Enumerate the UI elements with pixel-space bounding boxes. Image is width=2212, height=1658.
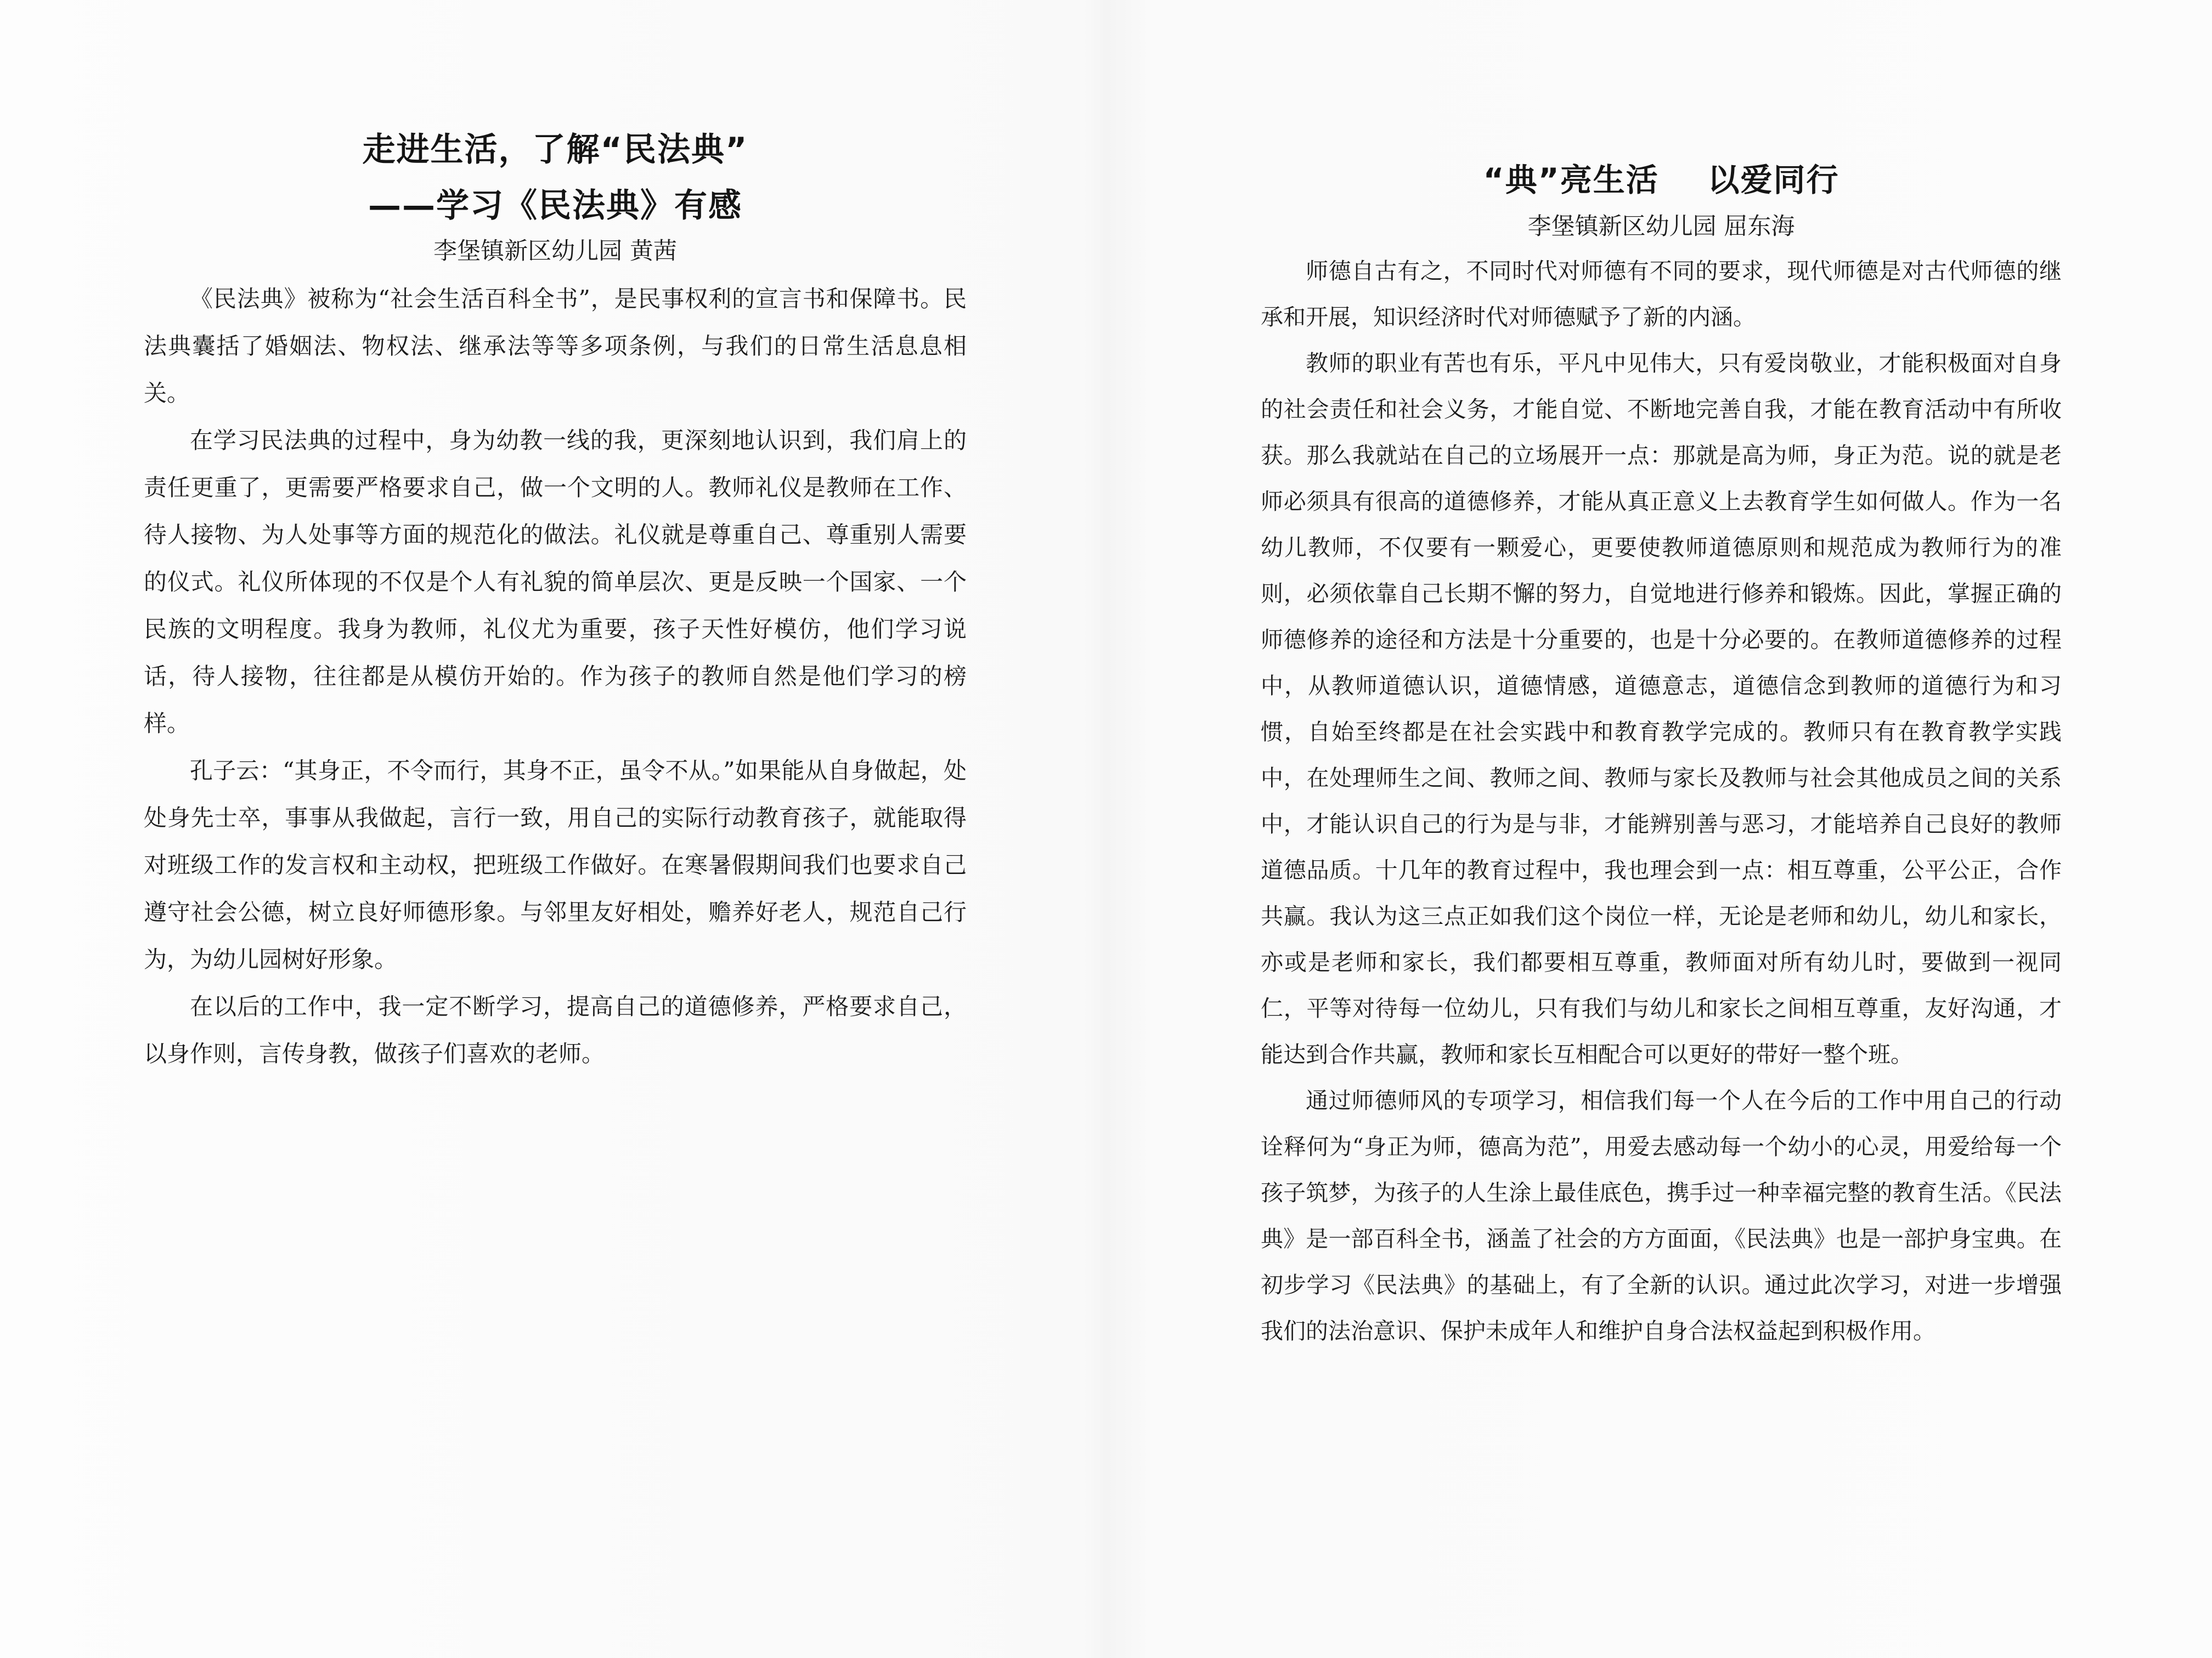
left-article-paragraph: 《民法典》被称为“社会生活百科全书”，是民事权利的宣言书和保障书。民法典囊括了婚姻法、物权法、继承法等等多项条例，与我们的日常生活息息相关。 [144, 285, 967, 407]
right-article [1261, 153, 2062, 1354]
left-article [144, 125, 967, 1078]
left-article-paragraph: 在学习民法典的过程中，身为幼教一线的我，更深刻地认识到，我们肩上的责任更重了，更需要严格要求自己，做一个文明的人。教师礼仪是教师在工作、待人接物、为人处事等方面的规范化的做法。礼仪就是尊重自己、尊重别人需要的仪式。礼仪所体现的不仅是个人有礼貌的简单层次、更是反映一个国家、一个民族的文明程度。我身为教师，礼仪尤为重要，孩子天性好模仿，他们学习说话，待人接物，往往都是从模仿开始的。作为孩子的教师自然是他们学习的榜样。 [144, 427, 967, 737]
left-article-paragraph: 在以后的工作中，我一定不断学习，提高自己的道德修养，严格要求自己，以身作则，言传身教，做孩子们喜欢的老师。 [144, 993, 967, 1067]
left-article-subtitle: ——学习《民法典》有感 [368, 187, 742, 225]
left-article-title: 走进生活，了解“民法典” [362, 131, 748, 169]
left-article-paragraph: 孔子云：“其身正，不令而行，其身不正，虽令不从。”如果能从自身做起，处处身先士卒，事事从我做起，言行一致，用自己的实际行动教育孩子，就能取得对班级工作的发言权和主动权，把班级工作做好。在寒暑假期间我们也要求自己遵守社会公德，树立良好师德形象。与邻里友好相处，赡养好老人，规范自己行为，为幼儿园树好形象。 [144, 757, 967, 973]
right-article-title: “典”亮生活 以爱同行 [1483, 161, 1839, 199]
left-article-author: 李堡镇新区幼儿园 黄茜 [433, 238, 677, 265]
right-article-paragraph: 教师的职业有苦也有乐，平凡中见伟大，只有爱岗敬业，才能积极面对自身的社会责任和社会义务，才能自觉、不断地完善自我，才能在教育活动中有所收获。那么我就站在自己的立场展开一点：那就是高为师，身正为范。说的就是老师必须具有很高的道德修养，才能从真正意义上去教育学生如何做人。作为一名幼儿教师，不仅要有一颗爱心，更要使教师道德原则和规范成为教师行为的准则，必须依靠自己长期不懈的努力，自觉地进行修养和锻炼。因此，掌握正确的师德修养的途径和方法是十分重要的，也是十分必要的。在教师道德修养的过程中，从教师道德认识，道德情感，道德意志，道德信念到教师的道德行为和习惯，自始至终都是在社会实践中和教育教学完成的。教师只有在教育教学实践中，在处理师生之间、教师之间、教师与家长及教师与社会其他成员之间的关系中，才能认识自己的行为是与非，才能辨别善与恶习，才能培养自己良好的教师道德品质。十几年的教育过程中，我也理会到一点：相互尊重，公平公正，合作共赢。我认为这三点正如我们这个岗位一样，无论是老师和幼儿，幼儿和家长，亦或是老师和家长，我们都要相互尊重，教师面对所有幼儿时，要做到一视同仁，平等对待每一位幼儿，只有我们与幼儿和家长之间相互尊重，友好沟通，才能达到合作共赢，教师和家长互相配合可以更好的带好一整个班。 [1261, 350, 2062, 1068]
right-article-author: 李堡镇新区幼儿园 屈东海 [1527, 213, 1795, 240]
right-article-paragraph: 师德自古有之，不同时代对师德有不同的要求，现代师德是对古代师德的继承和开展，知识经济时代对师德赋予了新的内涵。 [1261, 258, 2062, 330]
right-article-paragraph: 通过师德师风的专项学习，相信我们每一个人在今后的工作中用自己的行动诠释何为“身正为师，德高为范”，用爱去感动每一个幼小的心灵，用爱给每一个孩子筑梦，为孩子的人生涂上最佳底色，携手过一种幸福完整的教育生活。《民法典》是一部百科全书，涵盖了社会的方方面面，《民法典》也是一部护身宝典。在初步学习《民法典》的基础上，有了全新的认识。通过此次学习，对进一步增强我们的法治意识、保护未成年人和维护自身合法权益起到积极作用。 [1261, 1087, 2062, 1344]
